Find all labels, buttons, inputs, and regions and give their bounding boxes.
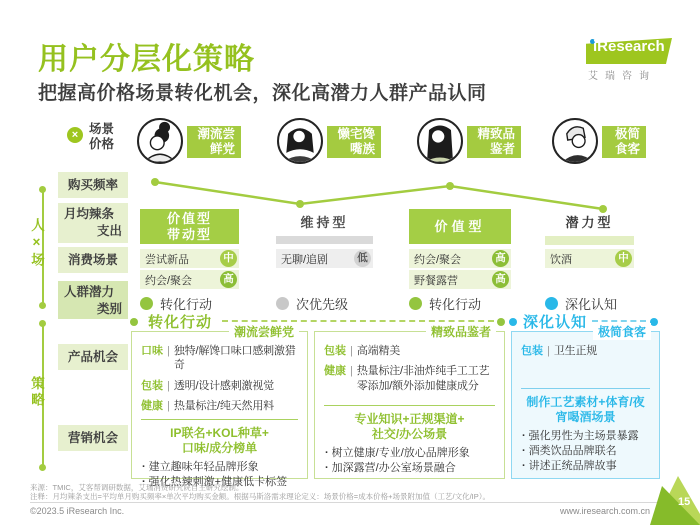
heading-deepen-awareness: 深化认知 bbox=[523, 314, 588, 331]
product-item: 健康 | 热量标注/非油炸纯手工工艺零添加/额外添加健康成分 bbox=[324, 365, 490, 392]
persona-label: 懒宅馋 嘴族 bbox=[327, 126, 381, 158]
row-header-product: 产品机会 bbox=[58, 344, 128, 370]
page-subtitle: 把握高价格场景转化机会，深化高潜力人群产品认同 bbox=[38, 83, 487, 104]
marketing-bullet: · 讲述正统品牌故事 bbox=[521, 459, 650, 474]
green-dot-icon bbox=[140, 297, 153, 310]
product-item: 口味 | 独特/解馋口味口感刺激猎奇 bbox=[141, 345, 296, 372]
website-url: www.iresearch.com.cn bbox=[559, 506, 650, 516]
green-dot-icon bbox=[130, 318, 138, 326]
type-text-potential: 潜力型 bbox=[565, 215, 614, 230]
source-note: 来源：TMIC，艾客帮调研数据，艾瑞消费研究院自主研究绘制。 bbox=[30, 483, 244, 492]
rail-dot bbox=[39, 302, 46, 309]
iresearch-logo bbox=[584, 34, 676, 80]
marketing-title: IP联名+KOL种草+ 口味/成分榜单 bbox=[170, 426, 269, 456]
row-header-potential: 人群潜力 类别 bbox=[58, 281, 128, 319]
card-persona-label: 潮流尝鲜党 bbox=[229, 323, 299, 340]
card-persona-label: 极简食客 bbox=[593, 323, 651, 340]
marketing-title: 专业知识+正规渠道+ 社交/办公场景 bbox=[354, 411, 465, 441]
green-dot-icon bbox=[409, 297, 422, 310]
persona-avatar-trend-icon bbox=[137, 118, 183, 164]
multiply-icon: × bbox=[67, 127, 83, 143]
logo-brand-chinese: 艾瑞咨询 bbox=[588, 71, 656, 82]
scene-row: 约会/聚会 高 bbox=[140, 270, 239, 289]
dashed-connector bbox=[592, 320, 646, 322]
copyright: ©2023.5 iResearch Inc. bbox=[30, 506, 125, 516]
product-item: 健康 | 热量标注/纯天然用料 bbox=[141, 399, 274, 412]
product-item: 包装 | 高端精美 bbox=[324, 345, 401, 357]
level-badge-high: 高 bbox=[220, 271, 237, 288]
gray-dot-icon bbox=[276, 297, 289, 310]
scene-row: 尝试新品 中 bbox=[140, 249, 239, 268]
row-header-marketing: 营销机会 bbox=[58, 425, 128, 451]
logo-brand-text: iResearch bbox=[593, 38, 665, 55]
scene-row: 饮酒 中 bbox=[545, 249, 634, 268]
marketing-bullet: · 建立趣味年轻品牌形象 bbox=[141, 460, 298, 475]
persona-avatar-connoisseur-icon bbox=[417, 118, 463, 164]
strategy-card-connoisseur bbox=[314, 325, 505, 479]
row-header-scenes: 消费场景 bbox=[58, 247, 128, 273]
level-badge-mid: 中 bbox=[615, 250, 632, 267]
persona-label: 潮流尝 鲜党 bbox=[187, 126, 241, 158]
cyan-dot-icon bbox=[509, 318, 517, 326]
persona-avatar-homebody-icon bbox=[277, 118, 323, 164]
scene-row: 约会/聚会 高 bbox=[409, 249, 511, 268]
product-item: 包装 | 卫生正规 bbox=[521, 345, 598, 357]
page-number: 15 bbox=[678, 496, 691, 508]
row-header-frequency: 购买频率 bbox=[58, 172, 128, 198]
priority-legend: 转化行动 bbox=[409, 294, 481, 313]
level-badge-low: 低 bbox=[354, 250, 371, 267]
marketing-bullet: · 强化热辣刺激+健康低卡标签 bbox=[141, 475, 298, 490]
green-dot-icon bbox=[497, 318, 505, 326]
persona-label: 精致品 鉴者 bbox=[467, 126, 521, 158]
card-divider bbox=[324, 405, 495, 406]
level-badge-high: 高 bbox=[492, 250, 509, 267]
marketing-bullet: · 加深露营/办公室场景融合 bbox=[324, 461, 495, 476]
priority-legend: 次优先级 bbox=[276, 294, 348, 313]
heading-conversion-action: 转化行动 bbox=[148, 314, 213, 331]
scene-price-label: 场景 价格 bbox=[89, 122, 115, 151]
level-badge-high: 高 bbox=[492, 271, 509, 288]
strategy-card-trend bbox=[131, 325, 308, 489]
marketing-title: 制作工艺素材+体育/夜 宵喝酒场景 bbox=[526, 395, 645, 424]
row-header-spending: 月均辣条 支出 bbox=[58, 203, 128, 243]
priority-legend: 深化认知 bbox=[545, 294, 617, 313]
persona-label: 极简 食客 bbox=[602, 126, 646, 158]
method-note: 注释：月均辣条支出=平均单月购买频率×单次平均购买金额。根据马斯洛需求理论定义：场景价格=成本价格+场景附加值（工艺/文化/IP）。 bbox=[30, 492, 491, 501]
type-bar-gray bbox=[276, 236, 373, 244]
level-badge-mid: 中 bbox=[220, 250, 237, 267]
marketing-bullet: · 树立健康/专业/放心品牌形象 bbox=[324, 446, 495, 461]
axis-strategy: 策略 bbox=[29, 376, 44, 409]
scene-row: 野餐露营 高 bbox=[409, 270, 511, 289]
dashed-connector bbox=[222, 320, 494, 322]
persona-avatar-minimalist-icon bbox=[552, 118, 598, 164]
page-title: 用户分层化策略 bbox=[38, 43, 255, 76]
priority-legend: 转化行动 bbox=[140, 294, 212, 313]
cyan-dot-icon bbox=[650, 318, 658, 326]
card-divider bbox=[141, 419, 298, 420]
type-box-value-driver: 价值型 带动型 bbox=[140, 209, 239, 244]
card-divider bbox=[521, 388, 650, 389]
card-persona-label: 精致品鉴者 bbox=[426, 323, 496, 340]
marketing-bullet: · 酒类饮品品牌联名 bbox=[521, 444, 650, 459]
scene-row: 无聊/追剧 低 bbox=[276, 249, 373, 268]
corner-ribbon-icon bbox=[644, 476, 700, 525]
cyan-dot-icon bbox=[545, 297, 558, 310]
rail-dot bbox=[39, 464, 46, 471]
type-text-maintain: 维持型 bbox=[300, 215, 349, 230]
product-item: 包装 | 透明/设计感刺激视觉 bbox=[141, 379, 274, 392]
type-box-value: 价值型 bbox=[409, 209, 511, 244]
type-bar-light-green bbox=[545, 236, 634, 245]
axis-people-scene: 人×场 bbox=[29, 218, 44, 269]
marketing-bullet: · 强化男性为主场景暴露 bbox=[521, 429, 650, 444]
strategy-card-minimalist bbox=[511, 325, 660, 479]
footer-divider bbox=[30, 502, 670, 503]
